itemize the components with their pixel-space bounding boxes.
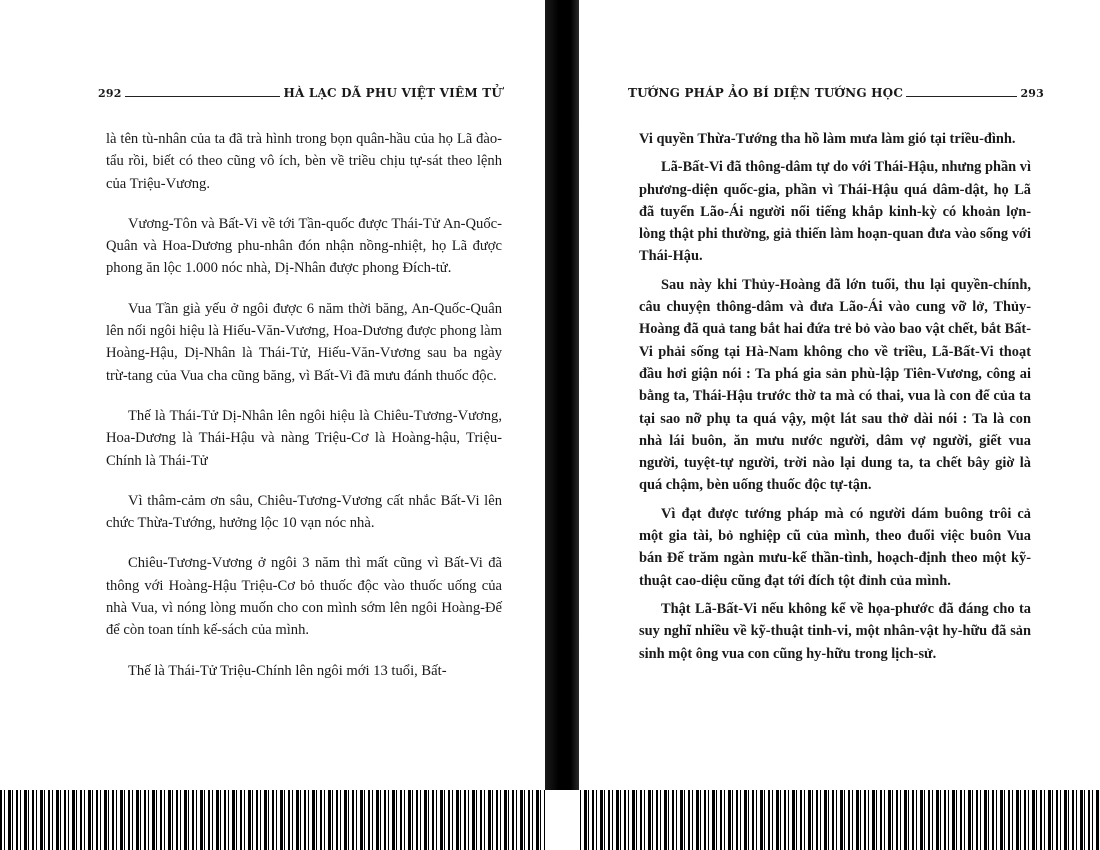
left-running-title: HÀ LẠC DÃ PHU VIỆT VIÊM TỬ bbox=[283, 86, 502, 100]
paragraph: Sau này khi Thủy-Hoàng đã lớn tuổi, thu lại quyền-chính, câu chuyện thông-dâm và đưa Lão-Ái vào cung vỡ lở, Thủy-Hoàng đã quả tang bắt hai đứa trẻ bỏ vào bao vật chết, bắt Bất-Vi phải sống tại Hà-Nam không cho về triều, Lã-Bất-Vi thoạt đầu hơi giận nói : Ta phá gia sản phù-lập Tiên-Vương, công ai bằng ta, Thái-Hậu trước thờ ta mà có thai, vua là con để của ta tại sao nỡ phụ ta quá vậy, một lát sau thở dài nói : Ta là con nhà lái buôn, ăn mưu nước người, dâm vợ người, giết vua người, tuyệt-tự người, trời nào lại dung ta, ta chết bây giờ là quá chậm, bèn uống thuốc độc tự-tận. bbox=[639, 276, 1031, 494]
header-rule bbox=[906, 96, 1017, 97]
paragraph: Thế là Thái-Tử Dị-Nhân lên ngôi hiệu là Chiêu-Tương-Vương, Hoa-Dương là Thái-Hậu và nàng Triệu-Cơ là Hoàng-hậu, Triệu-Chính là Thái-Tử bbox=[106, 407, 502, 469]
paragraph: Chiêu-Tương-Vương ở ngôi 3 năm thì mất cũng vì Bất-Vi đã thông với Hoàng-Hậu Triệu-Cơ bỏ thuốc độc vào thuốc uống của nhà Vua, vì nóng lòng muốn cho con mình sớm lên ngôi Hoàng-Đế để còn toan tính kế-sách của mình. bbox=[106, 555, 502, 639]
header-rule bbox=[125, 96, 281, 97]
left-page-header bbox=[98, 86, 502, 100]
paragraph: Thật Lã-Bất-Vi nếu không kể về họa-phước đã đáng cho ta suy nghĩ nhiều về kỹ-thuật tinh-vi, một nhân-vật hy-hữu đã sản sinh một ông vua con cũng hy-hữu trong lịch-sử. bbox=[639, 600, 1031, 662]
paragraph: Lã-Bất-Vi đã thông-dâm tự do với Thái-Hậu, nhưng phần vì phương-diện quốc-gia, phần vì Thái-Hậu quá dâm-dật, họ Lã đã tuyển Lão-Ái người nổi tiếng khắp kinh-kỳ có khoản lợn-lòng thật phi thường, giả thiến làm hoạn-quan đưa vào sống với Thái-Hậu. bbox=[639, 159, 1031, 265]
book-gutter bbox=[545, 0, 579, 790]
paragraph: Vì đạt được tướng pháp mà có người dám buông trôi cả một gia tài, bỏ nghiệp cũ của mình, theo đuổi việc buôn Vua bán Đế trăm ngàn mưu-kế thần-tình, hoạch-định theo một kỹ-thuật cao-diệu cũng đạt tới đích tột đỉnh của mình. bbox=[639, 505, 1031, 589]
paragraph: Vương-Tôn và Bất-Vi về tới Tần-quốc được Thái-Tử An-Quốc-Quân và Hoa-Dương phu-nhân đón nhận nồng-nhiệt, họ Lã được phong ăn lộc 1.000 nóc nhà, Dị-Nhân được phong Đích-tử. bbox=[106, 215, 502, 277]
right-page-header bbox=[628, 86, 1044, 100]
paragraph: là tên tù-nhân của ta đã trà hình trong bọn quân-hầu của họ Lã đào-tẩu rồi, biết có theo cũng vô ích, bèn về triều chịu tự-sát theo lệnh của Triệu-Vương. bbox=[106, 131, 502, 192]
right-page-body bbox=[639, 128, 1031, 671]
paragraph: Thế là Thái-Tử Triệu-Chính lên ngôi mới 13 tuổi, Bất- bbox=[128, 662, 447, 679]
paragraph: Vi quyền Thừa-Tướng tha hồ làm mưa làm gió tại triều-đình. bbox=[639, 131, 1016, 147]
right-page-number: 293 bbox=[1020, 87, 1044, 100]
left-page-body bbox=[106, 128, 502, 700]
right-running-title: TƯỚNG PHÁP ẢO BÍ DIỆN TƯỚNG HỌC bbox=[628, 86, 904, 100]
scan-edge-gap bbox=[545, 790, 579, 850]
paragraph: Vua Tần già yếu ở ngôi được 6 năm thời băng, An-Quốc-Quân lên nối ngôi hiệu là Hiếu-Văn-Vương, Hoa-Dương được phong làm Hoàng-Hậu, Dị-Nhân là Thái-Tử, Hiếu-Văn-Vương sau ba ngày trừ-tang của Vua cha cũng băng, vì Bất-Vi đã mưu đánh thuốc độc. bbox=[106, 300, 502, 384]
right-page bbox=[579, 0, 1100, 790]
paragraph: Vì thâm-cảm ơn sâu, Chiêu-Tương-Vương cất nhắc Bất-Vi lên chức Thừa-Tướng, hưởng lộc 10 vạn nóc nhà. bbox=[106, 492, 502, 532]
left-page bbox=[0, 0, 545, 790]
left-page-number: 292 bbox=[98, 87, 122, 100]
